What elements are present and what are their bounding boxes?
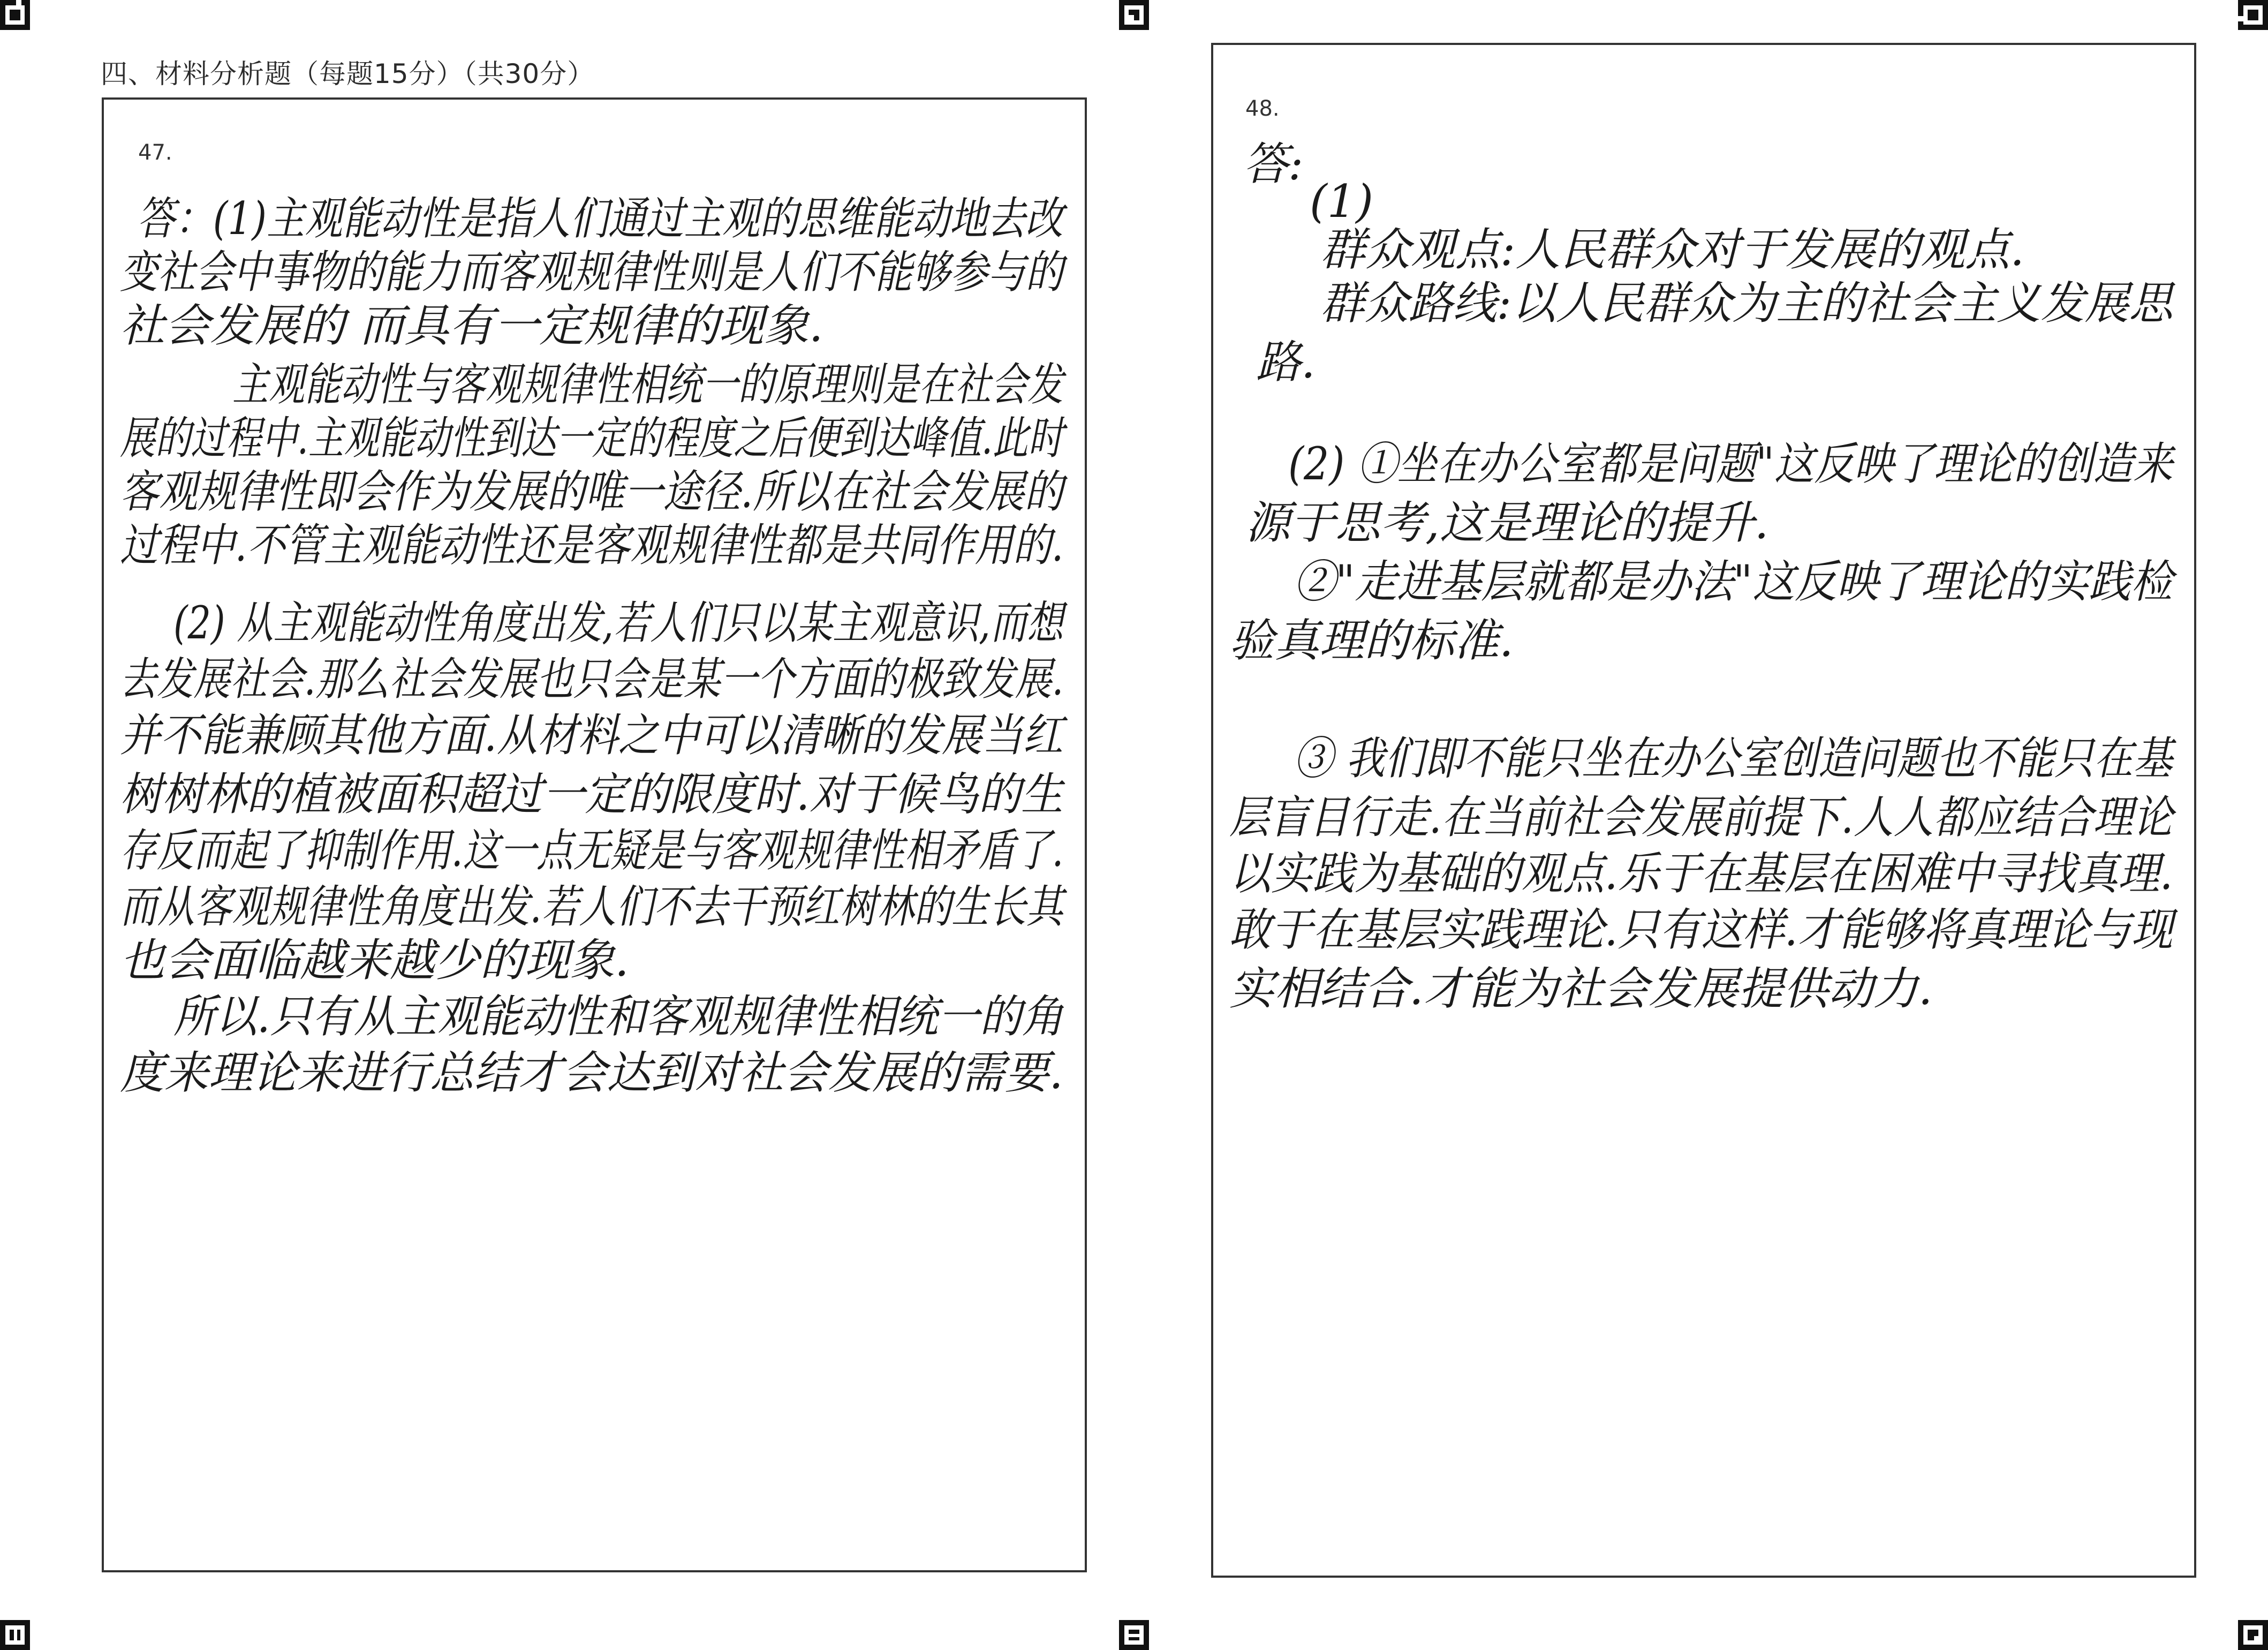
handwritten-line: 也会面临越来越少的现象. — [120, 934, 629, 986]
handwritten-line: 过程中.不管主观能动性还是客观规律性都是共同作用的. — [120, 519, 1064, 571]
handwritten-line: 度来理论来进行总结才会达到对社会发展的需要. — [120, 1046, 1063, 1099]
handwritten-line: 社会发展的 而具有一定规律的现象. — [120, 299, 823, 352]
alignment-mark-top-right — [2238, 0, 2268, 30]
handwritten-line: 去发展社会.那么社会发展也只会是某一个方面的极致发展. — [120, 653, 1064, 705]
handwritten-line: 群众观点:人民群众对于发展的观点. — [1320, 223, 2025, 276]
answer-box-47 — [102, 97, 1087, 1572]
handwritten-line: 群众路线:以人民群众为主的社会主义发展思 — [1320, 277, 2173, 329]
handwritten-line: 而从客观规律性角度出发.若人们不去干预红树林的生长其 — [120, 880, 1063, 933]
handwritten-line: 验真理的标准. — [1229, 614, 1514, 667]
handwritten-line: 客观规律性即会作为发展的唯一途径.所以在社会发展的 — [120, 465, 1063, 518]
handwritten-line: 以实践为基础的观点.乐于在基层在困难中寻找真理. — [1229, 847, 2173, 900]
handwritten-line: 源于思考,这是理论的提升. — [1245, 496, 1769, 549]
handwritten-line: 答：(1)主观能动性是指人们通过主观的思维能动地去改 — [137, 192, 1064, 245]
handwritten-line: 展的过程中.主观能动性到达一定的程度之后便到达峰值.此时 — [120, 412, 1064, 464]
answer-box-48 — [1211, 43, 2196, 1578]
handwritten-line: 敢于在基层实践理论.只有这样.才能够将真理论与现 — [1229, 903, 2173, 956]
alignment-mark-top-left — [0, 0, 30, 30]
handwritten-line: ②"走进基层就都是办法"这反映了理论的实践检 — [1294, 555, 2173, 608]
handwritten-line: (1) — [1310, 175, 1373, 228]
handwritten-line: 答: — [1243, 138, 1304, 190]
handwritten-line: 树树林的植被面积超过一定的限度时.对于候鸟的生 — [120, 768, 1063, 820]
handwritten-line: 实相结合.才能为社会发展提供动力. — [1229, 962, 1933, 1015]
alignment-mark-bottom-left — [0, 1620, 30, 1650]
question-number-48: 48. — [1245, 96, 1280, 121]
handwritten-line: (2) 从主观能动性角度出发,若人们只以某主观意识,而想 — [173, 597, 1064, 649]
handwritten-line: (2) ①坐在办公室都是问题"这反映了理论的创造来 — [1288, 438, 2173, 490]
alignment-mark-bottom-center — [1119, 1620, 1149, 1650]
alignment-mark-bottom-right — [2238, 1620, 2268, 1650]
handwritten-line: 所以.只有从主观能动性和客观规律性相统一的角 — [173, 990, 1063, 1043]
question-number-47: 47. — [138, 140, 172, 165]
handwritten-line: ③ 我们即不能只坐在办公室创造问题也不能只在基 — [1294, 732, 2173, 785]
handwritten-line: 主观能动性与客观规律性相统一的原理则是在社会发 — [232, 358, 1063, 411]
section-header: 四、材料分析题（每题15分）（共30分） — [101, 58, 595, 89]
handwritten-line: 变社会中事物的能力而客观规律性则是人们不能够参与的 — [120, 246, 1063, 298]
handwritten-line: 层盲目行走.在当前社会发展前提下.人人都应结合理论 — [1229, 791, 2173, 843]
handwritten-line: 路. — [1256, 336, 1316, 388]
handwritten-line: 并不能兼顾其他方面.从材料之中可以清晰的发展当红 — [120, 709, 1063, 762]
handwritten-line: 存反而起了抑制作用.这一点无疑是与客观规律性相矛盾了. — [120, 824, 1064, 877]
alignment-mark-top-center — [1119, 0, 1149, 30]
